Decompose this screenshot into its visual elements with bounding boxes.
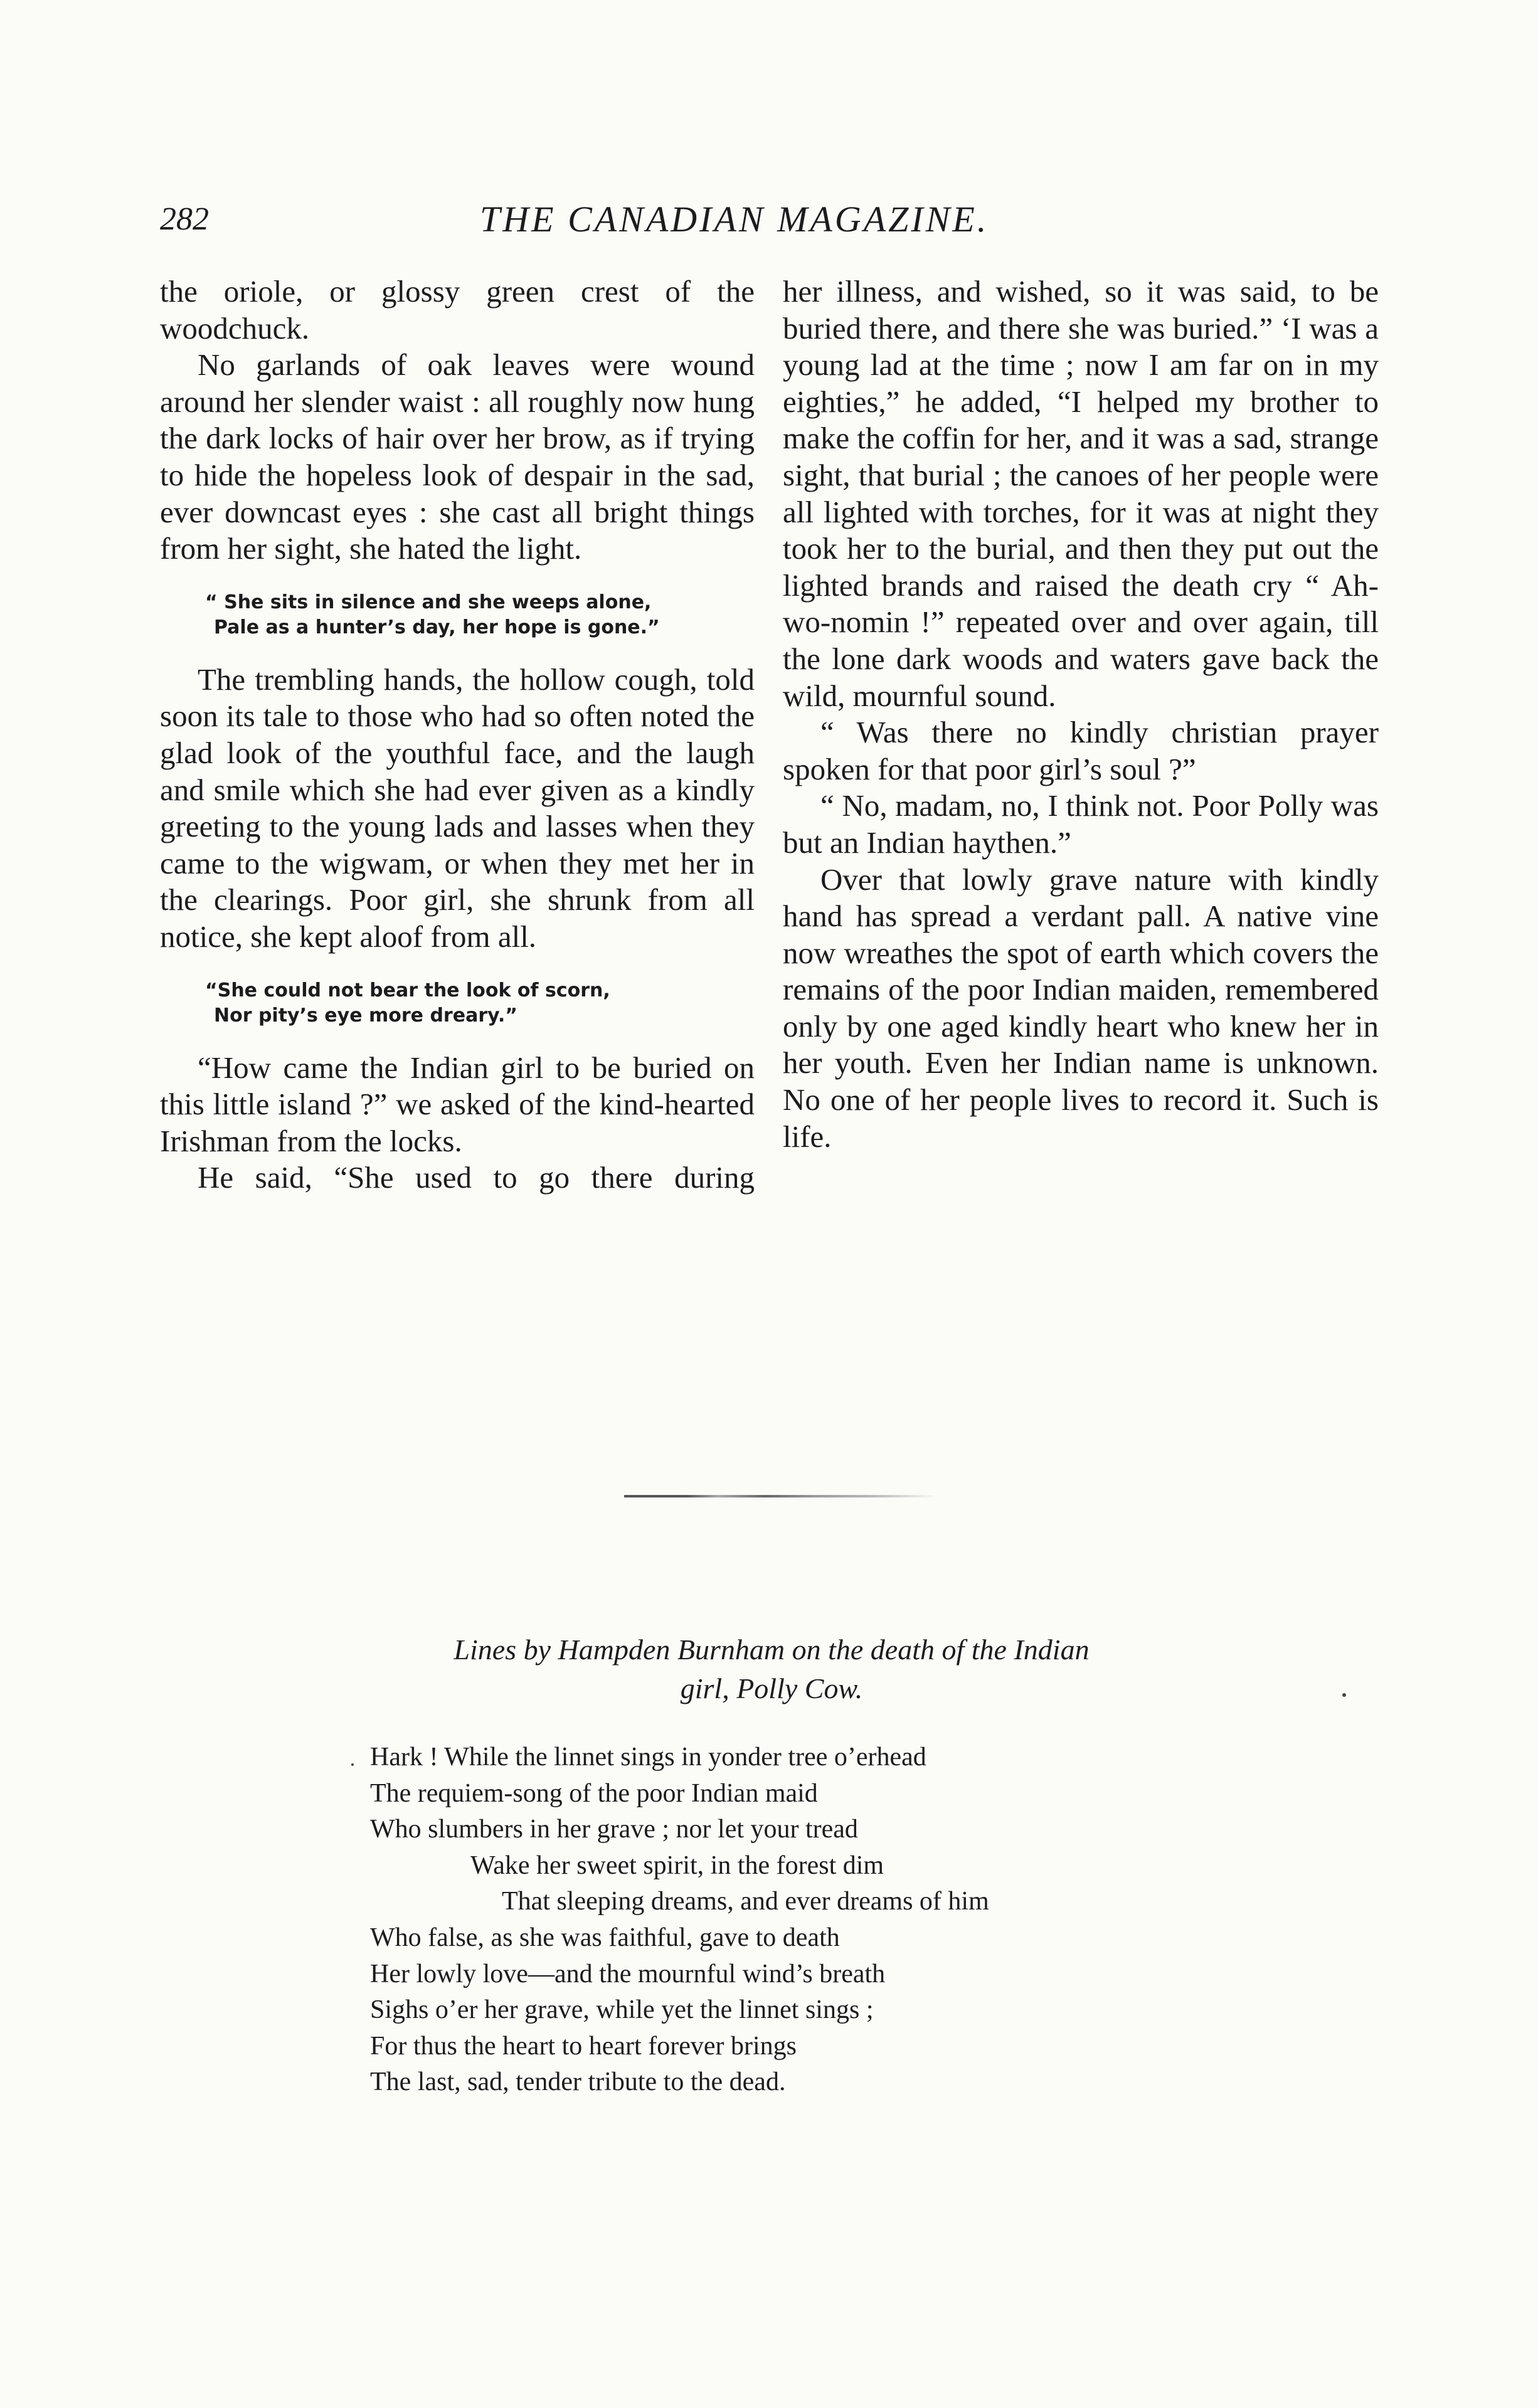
poem [370,1740,1217,2101]
poem-line: That sleeping dreams, and ever dreams of him [502,1887,989,1916]
poem-line: Who false, as she was faithful, gave to death [370,1923,840,1952]
poem-line: Who slumbers in her grave ; nor let your tread [370,1815,858,1844]
quote-line: Nor pity’s eye more dreary.” [214,1004,518,1027]
paragraph: No garlands of oak leaves were wound around her slender waist : all roughly now hung the dark locks of hair over her brow, as if trying to hide the hopeless look of despair in the sad, ever downcast eyes : she cast all bright things from her sight, she hated the light. [160,347,755,566]
paragraph: He said, “She used to go there during [198,1160,755,1195]
paragraph: “How came the Indian girl to be buried on this little island ?” we asked of the kind-hearted Irishman from the locks. [160,1050,755,1158]
page-number: 282 [160,201,209,237]
quote-line: “She could not bear the look of scorn, [205,979,610,1001]
paragraph: The trembling hands, the hollow cough, told soon its tale to those who had so often noted the glad look of the youthful face, and the laugh and smile which she had ever given as a kindly greeting to the young lads and lasses when they came to the wigwam, or when they met her in the clearings. Poor girl, she shrunk from all notice, she kept aloof from all. [160,662,755,954]
poem-title [351,1630,1192,1708]
print-speck [351,1763,354,1766]
block-quote [205,590,755,640]
block-quote [205,978,755,1028]
page-header [160,201,1377,245]
poem-line: Sighs o’er her grave, while yet the linnet sings ; [370,1995,874,2025]
section-divider [624,1495,938,1497]
poem-line: For thus the heart to heart forever brings [370,2031,797,2061]
poem-title-line: Lines by Hampden Burnham on the death of the Indian [453,1634,1090,1666]
paragraph: the oriole, or glossy green crest of the woodchuck. [160,274,755,346]
quote-line: Pale as a hunter’s day, her hope is gone.” [214,616,660,638]
paragraph: her illness, and wished, so it was said, to be buried there, and there she was buried.” ‘I was a young lad at the time ; now I am far on in my eighties,” he added, “I helped my brother to make the coffin for her, and it was a sad, strange sight, that burial ; the canoes of her people were all lighted with torches, for it was at night they took her to the burial, and then they put out the lighted brands and raised the death cry “ Ah-wo-nomin !” repeated over and over again, till the lone dark woods and waters gave back the wild, mournful sound. [783,274,1379,713]
poem-line: Wake her sweet spirit, in the forest dim [470,1851,884,1880]
poem-line: Hark ! While the linnet sings in yonder tree o’erhead [370,1743,926,1772]
poem-line: The last, sad, tender tribute to the dead. [370,2067,786,2097]
poem-line: Her lowly love—and the mournful wind’s breath [370,1959,886,1988]
quote-line: “ She sits in silence and she weeps alone, [205,591,652,613]
paragraph: Over that lowly grave nature with kindly hand has spread a verdant pall. A native vine now wreathes the spot of earth which covers the remains of the poor Indian maiden, remembered only by one aged kindly heart who knew her in her youth. Even her Indian name is unknown. No one of her people lives to record it. Such is life. [783,862,1379,1154]
print-speck [1342,1693,1346,1697]
paragraph: “ No, madam, no, I think not. Poor Polly was but an Indian haythen.” [783,788,1379,860]
poem-title-line: girl, Polly Cow. [680,1672,863,1704]
paragraph: “ Was there no kindly christian prayer spoken for that poor girl’s soul ?” [783,715,1379,786]
running-title: THE CANADIAN MAGAZINE. [480,199,989,240]
left-column [160,273,755,1196]
poem-line: The requiem-song of the poor Indian maid [370,1778,818,1808]
right-column [783,273,1379,1155]
